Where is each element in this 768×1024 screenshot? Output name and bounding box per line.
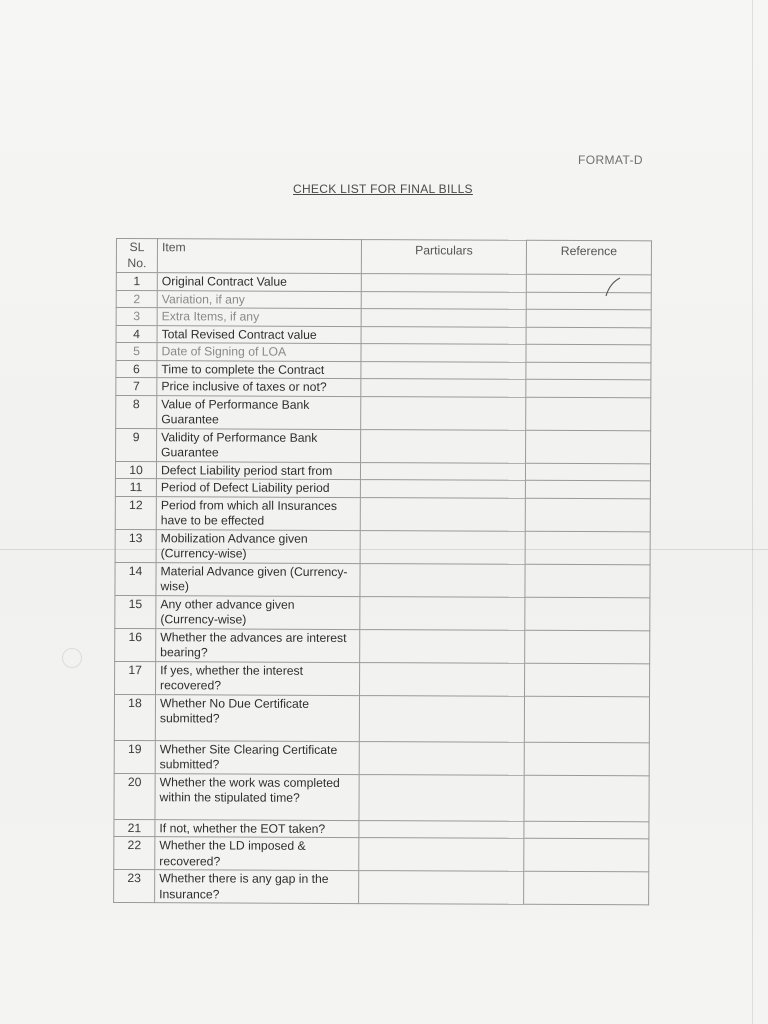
row-reference-cell (524, 775, 649, 822)
row-reference-cell (525, 480, 650, 498)
row-particulars-cell (361, 344, 526, 362)
column-header-sl: SL No. (116, 239, 157, 273)
row-reference-cell (525, 463, 650, 481)
row-particulars-cell (360, 596, 525, 630)
row-reference-cell (525, 630, 650, 664)
row-item-text: Material Advance given (Currency-wise) (156, 562, 360, 596)
row-reference-cell (525, 498, 650, 532)
row-particulars-cell (360, 462, 525, 480)
row-reference-cell (526, 397, 651, 431)
row-sl-number: 5 (116, 343, 157, 361)
row-reference-cell (526, 292, 651, 310)
row-sl-number: 15 (115, 595, 156, 628)
table-row (114, 773, 649, 821)
row-reference-cell (526, 344, 651, 362)
document-title: CHECK LIST FOR FINAL BILLS (293, 182, 473, 196)
row-particulars-cell (360, 563, 525, 597)
row-sl-number: 13 (115, 529, 156, 562)
row-particulars-cell (359, 820, 524, 838)
row-item-text: Date of Signing of LOA (157, 343, 361, 361)
table-row (114, 836, 649, 871)
row-reference-cell (524, 696, 649, 743)
row-item-text: If not, whether the EOT taken? (155, 819, 359, 837)
table-row (114, 740, 649, 775)
row-sl-number: 14 (115, 562, 156, 595)
row-sl-number: 17 (115, 661, 156, 694)
table-row (115, 661, 650, 696)
row-particulars-cell (359, 741, 524, 775)
row-reference-cell (526, 274, 651, 292)
table-row (116, 378, 651, 398)
row-sl-number: 1 (116, 273, 157, 291)
row-item-text: Defect Liability period start from (156, 461, 360, 479)
row-particulars-cell (359, 871, 524, 905)
row-item-text: Any other advance given (Currency-wise) (156, 595, 360, 629)
row-reference-cell (525, 531, 650, 565)
row-particulars-cell (361, 429, 526, 463)
row-reference-cell (526, 430, 651, 464)
row-item-text: Period of Defect Liability period (156, 479, 360, 497)
row-item-text: Whether the advances are interest bearing? (156, 628, 360, 662)
table-row (116, 428, 651, 463)
row-sl-number: 3 (116, 308, 157, 326)
row-sl-number: 2 (116, 290, 157, 308)
table-row (115, 595, 650, 630)
row-sl-number: 12 (115, 496, 156, 529)
row-particulars-cell (359, 695, 524, 742)
row-particulars-cell (361, 309, 526, 327)
row-item-text: Total Revised Contract value (157, 325, 361, 343)
format-label: FORMAT-D (578, 153, 643, 167)
page-edge-shadow (752, 0, 753, 1024)
row-sl-number: 20 (114, 773, 155, 819)
row-item-text: Whether there is any gap in the Insurance? (155, 870, 359, 904)
row-particulars-cell (360, 497, 525, 531)
row-sl-number: 23 (114, 869, 155, 902)
column-header-particulars: Particulars (361, 240, 526, 275)
row-particulars-cell (359, 838, 524, 872)
table-row (115, 562, 650, 597)
row-sl-number: 19 (114, 740, 155, 773)
row-item-text: Whether the LD imposed & recovered? (155, 837, 359, 871)
row-reference-cell (525, 663, 650, 697)
row-item-text: If yes, whether the interest recovered? (156, 661, 360, 695)
column-header-reference: Reference (526, 240, 651, 275)
row-reference-cell (524, 821, 649, 839)
row-sl-number: 10 (115, 461, 156, 479)
row-item-text: Whether No Due Certificate submitted? (155, 694, 359, 741)
table-row (115, 478, 650, 498)
row-item-text: Validity of Performance Bank Guarantee (157, 428, 361, 462)
table-row (115, 496, 650, 531)
row-particulars-cell (361, 326, 526, 344)
row-sl-number: 16 (115, 628, 156, 661)
row-reference-cell (524, 871, 649, 905)
row-item-text: Original Contract Value (157, 273, 361, 291)
row-particulars-cell (360, 530, 525, 564)
row-item-text: Extra Items, if any (157, 308, 361, 326)
row-particulars-cell (360, 480, 525, 498)
row-particulars-cell (360, 662, 525, 696)
row-sl-number: 8 (116, 395, 157, 428)
table-row (116, 395, 651, 430)
row-particulars-cell (361, 274, 526, 292)
row-reference-cell (525, 597, 650, 631)
row-reference-cell (526, 379, 651, 397)
row-particulars-cell (361, 291, 526, 309)
table-row (116, 325, 651, 345)
row-reference-cell (526, 362, 651, 380)
table-row (115, 529, 650, 564)
table-row (114, 819, 649, 839)
row-item-text: Mobilization Advance given (Currency-wise) (156, 529, 360, 563)
table-row (114, 694, 649, 742)
checklist-table (113, 238, 652, 905)
row-reference-cell (524, 742, 649, 776)
row-sl-number: 22 (114, 836, 155, 869)
row-item-text: Whether the work was completed within the stipulated time? (155, 773, 359, 820)
table-row (116, 308, 651, 328)
table-row (115, 628, 650, 663)
table-header-row (116, 239, 651, 275)
row-sl-number: 11 (115, 478, 156, 496)
row-item-text: Value of Performance Bank Guarantee (157, 395, 361, 429)
row-item-text: Variation, if any (157, 290, 361, 308)
table-row (116, 290, 651, 310)
row-sl-number: 9 (116, 428, 157, 461)
row-sl-number: 4 (116, 325, 157, 343)
row-sl-number: 21 (114, 819, 155, 837)
row-reference-cell (526, 309, 651, 327)
row-item-text: Price inclusive of taxes or not? (157, 378, 361, 396)
row-particulars-cell (359, 774, 524, 821)
table-row (116, 360, 651, 380)
row-sl-number: 6 (116, 360, 157, 378)
table-row (116, 273, 651, 293)
table-row (116, 343, 651, 363)
column-header-item: Item (157, 239, 361, 274)
row-particulars-cell (361, 379, 526, 397)
punch-hole-mark (62, 648, 82, 668)
row-sl-number: 18 (114, 694, 155, 740)
row-particulars-cell (360, 629, 525, 663)
row-reference-cell (526, 327, 651, 345)
row-sl-number: 7 (116, 378, 157, 396)
table-row (114, 869, 649, 904)
row-item-text: Time to complete the Contract (157, 360, 361, 378)
table-row (115, 461, 650, 481)
tick-mark-icon (600, 276, 624, 298)
row-reference-cell (525, 564, 650, 598)
row-item-text: Period from which all Insurances have to be effected (156, 496, 360, 530)
row-particulars-cell (361, 396, 526, 430)
row-reference-cell (524, 838, 649, 872)
checklist-body (114, 273, 652, 905)
row-item-text: Whether Site Clearing Certificate submitted? (155, 740, 359, 774)
row-particulars-cell (361, 361, 526, 379)
